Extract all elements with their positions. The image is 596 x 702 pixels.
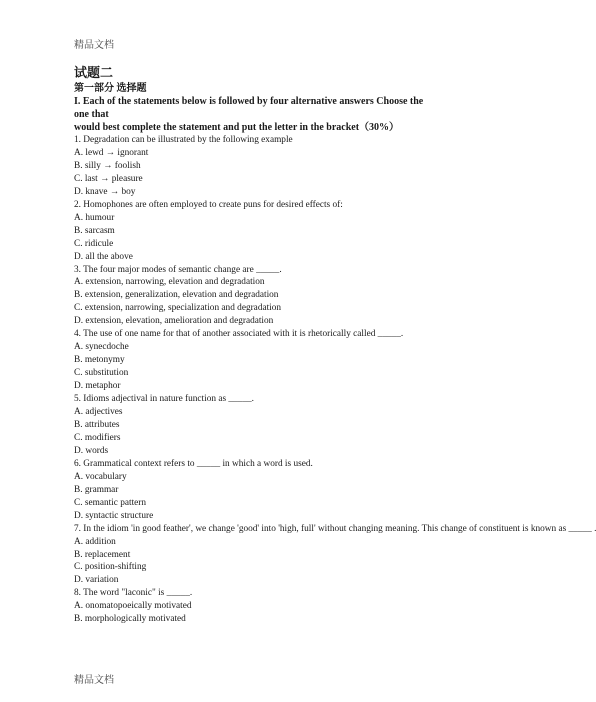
page-header: 精品文档 bbox=[74, 40, 114, 51]
question-item bbox=[74, 134, 434, 199]
question-item bbox=[74, 264, 434, 329]
question-stem: 8. The word "laconic" is _____. bbox=[74, 588, 193, 599]
answer-option: B. grammar bbox=[74, 484, 119, 495]
answer-option: A. vocabulary bbox=[74, 471, 127, 482]
answer-option: A. lewd → ignorant bbox=[74, 147, 149, 158]
answer-option: A. humour bbox=[74, 212, 115, 223]
question-item bbox=[74, 458, 434, 523]
answer-option: D. all the above bbox=[74, 251, 133, 262]
answer-option: A. adjectives bbox=[74, 407, 123, 418]
answer-option: D. variation bbox=[74, 575, 119, 586]
answer-option: B. silly → foolish bbox=[74, 160, 141, 171]
answer-option: C. semantic pattern bbox=[74, 497, 147, 508]
answer-option: C. last → pleasure bbox=[74, 173, 143, 184]
section-heading: 第一部分 选择题 bbox=[74, 83, 147, 94]
answer-option: A. onomatopoeically motivated bbox=[74, 601, 192, 612]
answer-option: B. metonymy bbox=[74, 355, 125, 366]
answer-option: B. morphologically motivated bbox=[74, 614, 186, 625]
answer-option: D. knave → boy bbox=[74, 186, 136, 197]
exam-content bbox=[74, 64, 596, 626]
answer-option: D. syntactic structure bbox=[74, 510, 154, 521]
question-stem: 7. In the idiom 'in good feather', we change 'good' into 'high, full' without changing meaning. This change of constituent is known as _____ . bbox=[74, 523, 596, 534]
answer-option: C. position-shifting bbox=[74, 562, 147, 573]
answer-option: D. metaphor bbox=[74, 381, 121, 392]
answer-option: C. modifiers bbox=[74, 432, 121, 443]
answer-option: A. extension, narrowing, elevation and degradation bbox=[74, 277, 265, 288]
answer-option: A. synecdoche bbox=[74, 342, 129, 353]
answer-option: B. sarcasm bbox=[74, 225, 115, 236]
question-stem: 1. Degradation can be illustrated by the following example bbox=[74, 135, 293, 145]
question-stem: 6. Grammatical context refers to _____ in which a word is used. bbox=[74, 458, 313, 469]
question-item bbox=[74, 199, 434, 264]
question-stem: 3. The four major modes of semantic change are _____. bbox=[74, 264, 282, 275]
question-stem: 5. Idioms adjectival in nature function as _____. bbox=[74, 394, 254, 405]
question-item bbox=[74, 393, 434, 458]
answer-option: A. addition bbox=[74, 536, 116, 547]
question-stem: 2. Homophones are often employed to create puns for desired effects of: bbox=[74, 199, 343, 210]
question-item bbox=[74, 523, 596, 588]
answer-option: B. extension, generalization, elevation and degradation bbox=[74, 290, 279, 301]
answer-option: B. attributes bbox=[74, 419, 120, 430]
answer-option: C. ridicule bbox=[74, 238, 114, 249]
question-list bbox=[74, 134, 596, 626]
instructions: I. Each of the statements below is followed by four alternative answers Choose the one that would best complete the statement and put the letter in the bracket（30%） bbox=[74, 96, 424, 133]
answer-option: B. replacement bbox=[74, 549, 131, 560]
answer-option: D. extension, elevation, amelioration and degradation bbox=[74, 316, 274, 327]
question-item bbox=[74, 587, 434, 626]
answer-option: C. extension, narrowing, specialization and degradation bbox=[74, 303, 282, 314]
page-footer: 精品文档 bbox=[74, 675, 114, 686]
answer-option: D. words bbox=[74, 445, 109, 456]
answer-option: C. substitution bbox=[74, 368, 129, 379]
exam-title: 试题二 bbox=[74, 65, 114, 80]
question-stem: 4. The use of one name for that of another associated with it is rhetorically called _____. bbox=[74, 329, 404, 340]
question-item bbox=[74, 328, 434, 393]
